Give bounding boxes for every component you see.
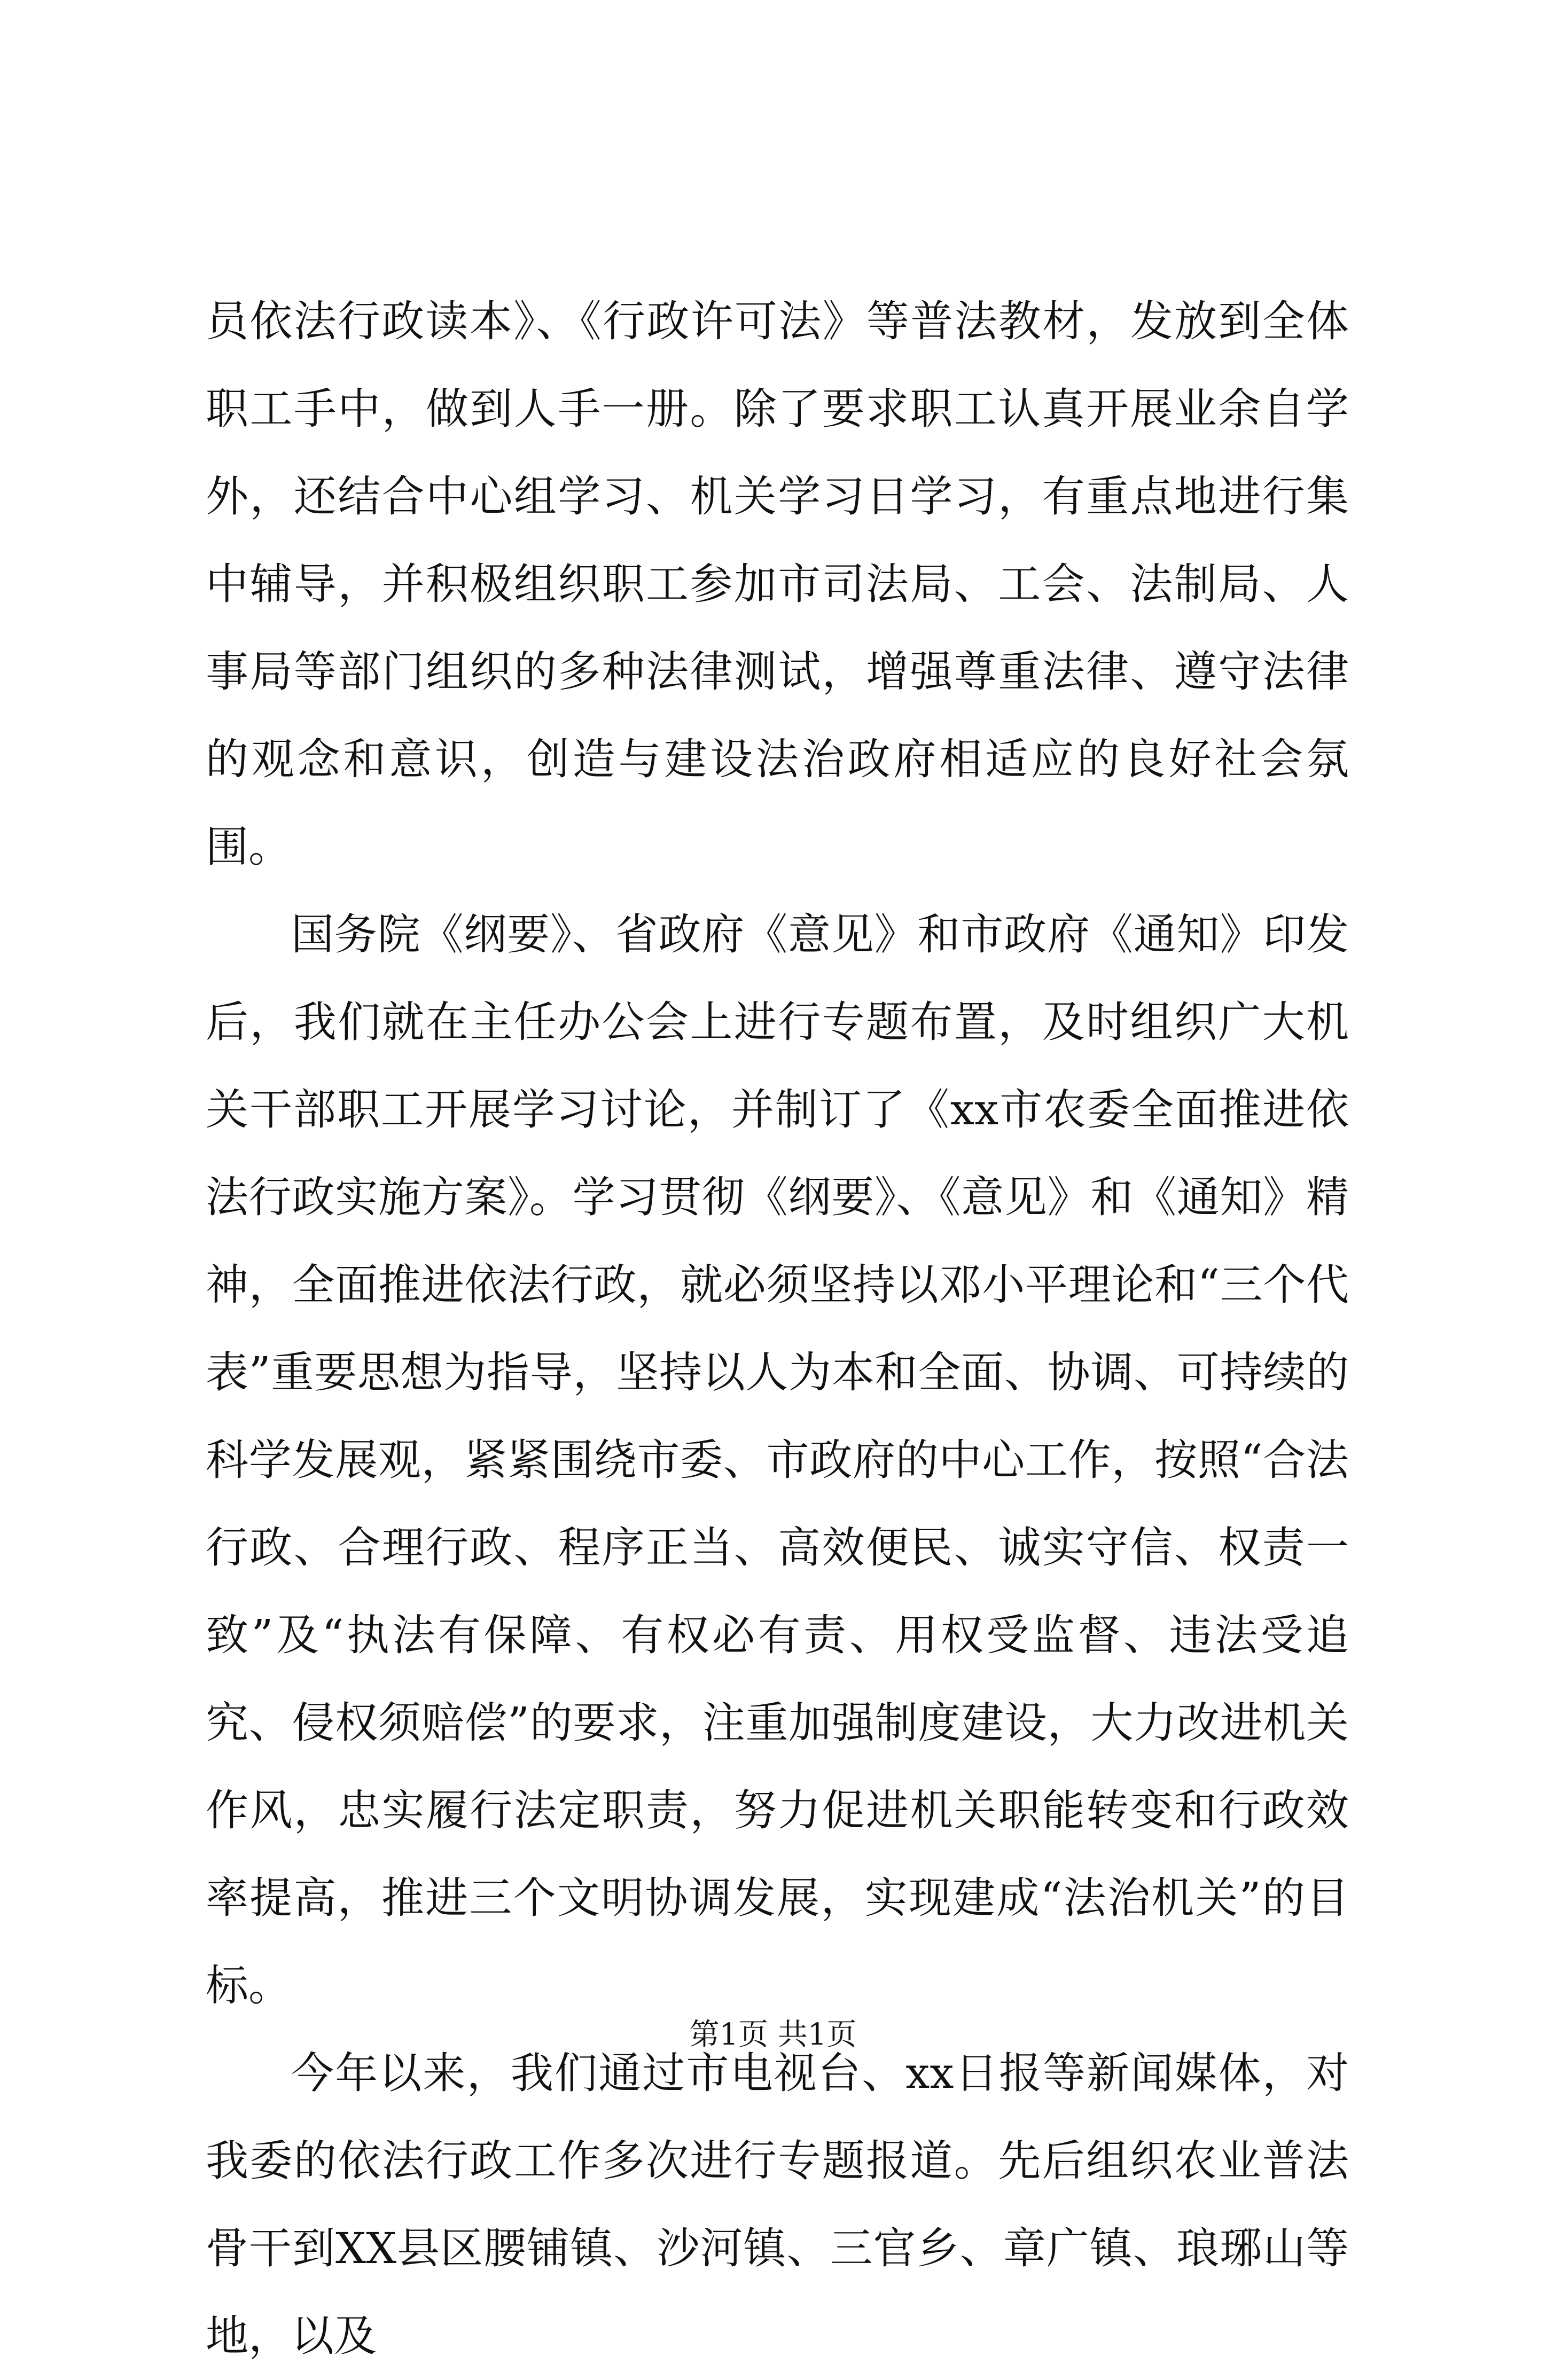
page-footer [0,2014,1546,2056]
paragraph-3: 今年以来，我们通过市电视台、xx日报等新闻媒体，对我委的依法行政工作多次进行专题报道。先后组织农业普法骨干到XX县区腰铺镇、沙河镇、三官乡、章广镇、琅琊山等地，以及 [206,2048,1349,2361]
page-number: 第1页 共1页 [689,2017,857,2052]
paragraph-2: 国务院《纲要》、省政府《意见》和市政府《通知》印发后，我们就在主任办公会上进行专题布置，及时组织广大机关干部职工开展学习讨论，并制订了《xx市农委全面推进依法行政实施方案》。学习贯彻《纲要》、《意见》和《通知》精神，全面推进依法行政，就必须坚持以邓小平理论和“三个代表”重要思想为指导，坚持以人为本和全面、协调、可持续的科学发展观，紧紧围绕市委、市政府的中心工作，按照“合法行政、合理行政、程序正当、高效便民、诚实守信、权责一致”及“执法有保障、有权必有责、用权受监督、违法受追究、侵权须赔偿”的要求，注重加强制度建设，大力改进机关作风，忠实履行法定职责，努力促进机关职能转变和行政效率提高，推进三个文明协调发展，实现建成“法治机关”的目标。 [206,910,1349,2010]
paragraph-1: 员依法行政读本》、《行政许可法》等普法教材，发放到全体职工手中，做到人手一册。除了要求职工认真开展业余自学外，还结合中心组学习、机关学习日学习，有重点地进行集中辅导，并积极组织职工参加市司法局、工会、法制局、人事局等部门组织的多种法律测试，增强尊重法律、遵守法律的观念和意识，创造与建设法治政府相适应的良好社会氛围。 [206,296,1349,872]
document-body [206,278,1349,2380]
